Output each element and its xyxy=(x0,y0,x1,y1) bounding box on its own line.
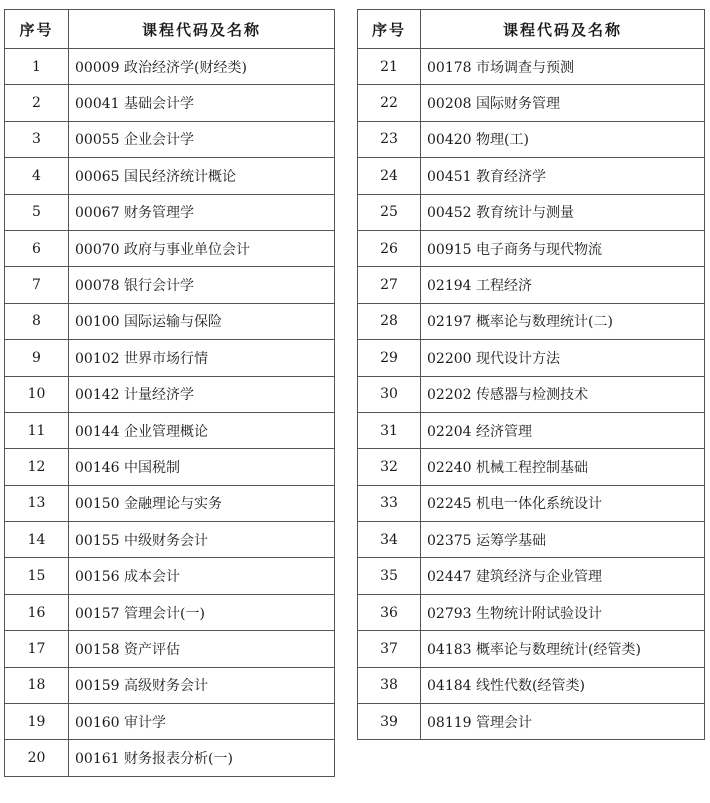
table-row xyxy=(358,303,705,339)
table-row xyxy=(358,230,705,266)
row-number: 33 xyxy=(358,485,421,521)
row-number: 38 xyxy=(358,667,421,703)
table-row xyxy=(358,558,705,594)
table-row xyxy=(5,194,335,230)
table-row xyxy=(358,594,705,630)
row-number: 32 xyxy=(358,449,421,485)
table-row xyxy=(358,376,705,412)
table-row xyxy=(358,485,705,521)
table-row xyxy=(358,49,705,85)
row-number: 24 xyxy=(358,158,421,194)
row-number: 23 xyxy=(358,121,421,157)
course-code-name: 00915 电子商务与现代物流 xyxy=(421,230,705,266)
course-code-name: 02204 经济管理 xyxy=(421,412,705,448)
column-header-no: 序号 xyxy=(358,10,421,49)
row-number: 19 xyxy=(5,704,69,740)
course-code-name: 02375 运筹学基础 xyxy=(421,522,705,558)
course-code-name: 08119 管理会计 xyxy=(421,704,705,740)
table-row xyxy=(5,522,335,558)
row-number: 11 xyxy=(5,412,69,448)
table-row xyxy=(358,522,705,558)
column-header-no: 序号 xyxy=(5,10,69,49)
row-number: 35 xyxy=(358,558,421,594)
table-row xyxy=(5,85,335,121)
course-code-name: 00159 高级财务会计 xyxy=(69,667,335,703)
row-number: 4 xyxy=(5,158,69,194)
course-code-name: 02202 传感器与检测技术 xyxy=(421,376,705,412)
course-code-name: 02240 机械工程控制基础 xyxy=(421,449,705,485)
row-number: 14 xyxy=(5,522,69,558)
table-row xyxy=(5,740,335,776)
row-number: 37 xyxy=(358,631,421,667)
column-header-name: 课程代码及名称 xyxy=(421,10,705,49)
table-row xyxy=(5,158,335,194)
row-number: 1 xyxy=(5,49,69,85)
row-number: 13 xyxy=(5,485,69,521)
table-row xyxy=(5,230,335,266)
course-code-name: 00065 国民经济统计概论 xyxy=(69,158,335,194)
course-code-name: 00100 国际运输与保险 xyxy=(69,303,335,339)
course-code-name: 00155 中级财务会计 xyxy=(69,522,335,558)
table-row xyxy=(5,412,335,448)
course-code-name: 00156 成本会计 xyxy=(69,558,335,594)
table-row xyxy=(5,704,335,740)
course-code-name: 00055 企业会计学 xyxy=(69,121,335,157)
row-number: 9 xyxy=(5,340,69,376)
row-number: 2 xyxy=(5,85,69,121)
header-row xyxy=(5,10,335,49)
course-code-name: 00160 审计学 xyxy=(69,704,335,740)
course-table-right xyxy=(357,9,705,740)
course-code-name: 00041 基础会计学 xyxy=(69,85,335,121)
row-number: 30 xyxy=(358,376,421,412)
table-row xyxy=(5,485,335,521)
table-row xyxy=(358,158,705,194)
course-code-name: 00158 资产评估 xyxy=(69,631,335,667)
row-number: 22 xyxy=(358,85,421,121)
table-row xyxy=(358,267,705,303)
table-row xyxy=(5,267,335,303)
row-number: 29 xyxy=(358,340,421,376)
course-code-name: 00142 计量经济学 xyxy=(69,376,335,412)
row-number: 39 xyxy=(358,704,421,740)
row-number: 8 xyxy=(5,303,69,339)
course-code-name: 04184 线性代数(经管类) xyxy=(421,667,705,703)
course-code-name: 02200 现代设计方法 xyxy=(421,340,705,376)
table-row xyxy=(358,704,705,740)
row-number: 16 xyxy=(5,594,69,630)
course-code-name: 00102 世界市场行情 xyxy=(69,340,335,376)
table-row xyxy=(358,121,705,157)
table-row xyxy=(5,594,335,630)
row-number: 3 xyxy=(5,121,69,157)
table-row xyxy=(358,667,705,703)
course-code-name: 00157 管理会计(一) xyxy=(69,594,335,630)
row-number: 18 xyxy=(5,667,69,703)
row-number: 15 xyxy=(5,558,69,594)
table-row xyxy=(5,558,335,594)
table-row xyxy=(358,85,705,121)
table-row xyxy=(358,340,705,376)
course-code-name: 02245 机电一体化系统设计 xyxy=(421,485,705,521)
table-row xyxy=(5,303,335,339)
course-code-name: 02197 概率论与数理统计(二) xyxy=(421,303,705,339)
course-code-name: 00067 财务管理学 xyxy=(69,194,335,230)
table-row xyxy=(5,121,335,157)
table-row xyxy=(358,412,705,448)
row-number: 21 xyxy=(358,49,421,85)
table-row xyxy=(358,194,705,230)
column-header-name: 课程代码及名称 xyxy=(69,10,335,49)
table-row xyxy=(5,376,335,412)
course-code-name: 04183 概率论与数理统计(经管类) xyxy=(421,631,705,667)
row-number: 31 xyxy=(358,412,421,448)
course-code-name: 00452 教育统计与测量 xyxy=(421,194,705,230)
row-number: 5 xyxy=(5,194,69,230)
course-code-name: 00078 银行会计学 xyxy=(69,267,335,303)
course-code-name: 00451 教育经济学 xyxy=(421,158,705,194)
course-code-name: 00146 中国税制 xyxy=(69,449,335,485)
course-code-name: 02793 生物统计附试验设计 xyxy=(421,594,705,630)
table-row xyxy=(358,449,705,485)
row-number: 28 xyxy=(358,303,421,339)
row-number: 34 xyxy=(358,522,421,558)
course-code-name: 02194 工程经济 xyxy=(421,267,705,303)
table-row xyxy=(5,49,335,85)
row-number: 27 xyxy=(358,267,421,303)
header-row xyxy=(358,10,705,49)
course-code-name: 00150 金融理论与实务 xyxy=(69,485,335,521)
course-code-name: 00009 政治经济学(财经类) xyxy=(69,49,335,85)
table-row xyxy=(5,449,335,485)
course-code-name: 00161 财务报表分析(一) xyxy=(69,740,335,776)
table-row xyxy=(5,340,335,376)
course-code-name: 00144 企业管理概论 xyxy=(69,412,335,448)
row-number: 36 xyxy=(358,594,421,630)
table-row xyxy=(5,667,335,703)
course-code-name: 00070 政府与事业单位会计 xyxy=(69,230,335,266)
row-number: 12 xyxy=(5,449,69,485)
course-code-name: 02447 建筑经济与企业管理 xyxy=(421,558,705,594)
course-table-left xyxy=(4,9,335,777)
course-code-name: 00420 物理(工) xyxy=(421,121,705,157)
row-number: 25 xyxy=(358,194,421,230)
row-number: 10 xyxy=(5,376,69,412)
row-number: 7 xyxy=(5,267,69,303)
row-number: 20 xyxy=(5,740,69,776)
table-row xyxy=(358,631,705,667)
course-code-name: 00208 国际财务管理 xyxy=(421,85,705,121)
course-code-name: 00178 市场调查与预测 xyxy=(421,49,705,85)
row-number: 6 xyxy=(5,230,69,266)
row-number: 17 xyxy=(5,631,69,667)
row-number: 26 xyxy=(358,230,421,266)
table-row xyxy=(5,631,335,667)
